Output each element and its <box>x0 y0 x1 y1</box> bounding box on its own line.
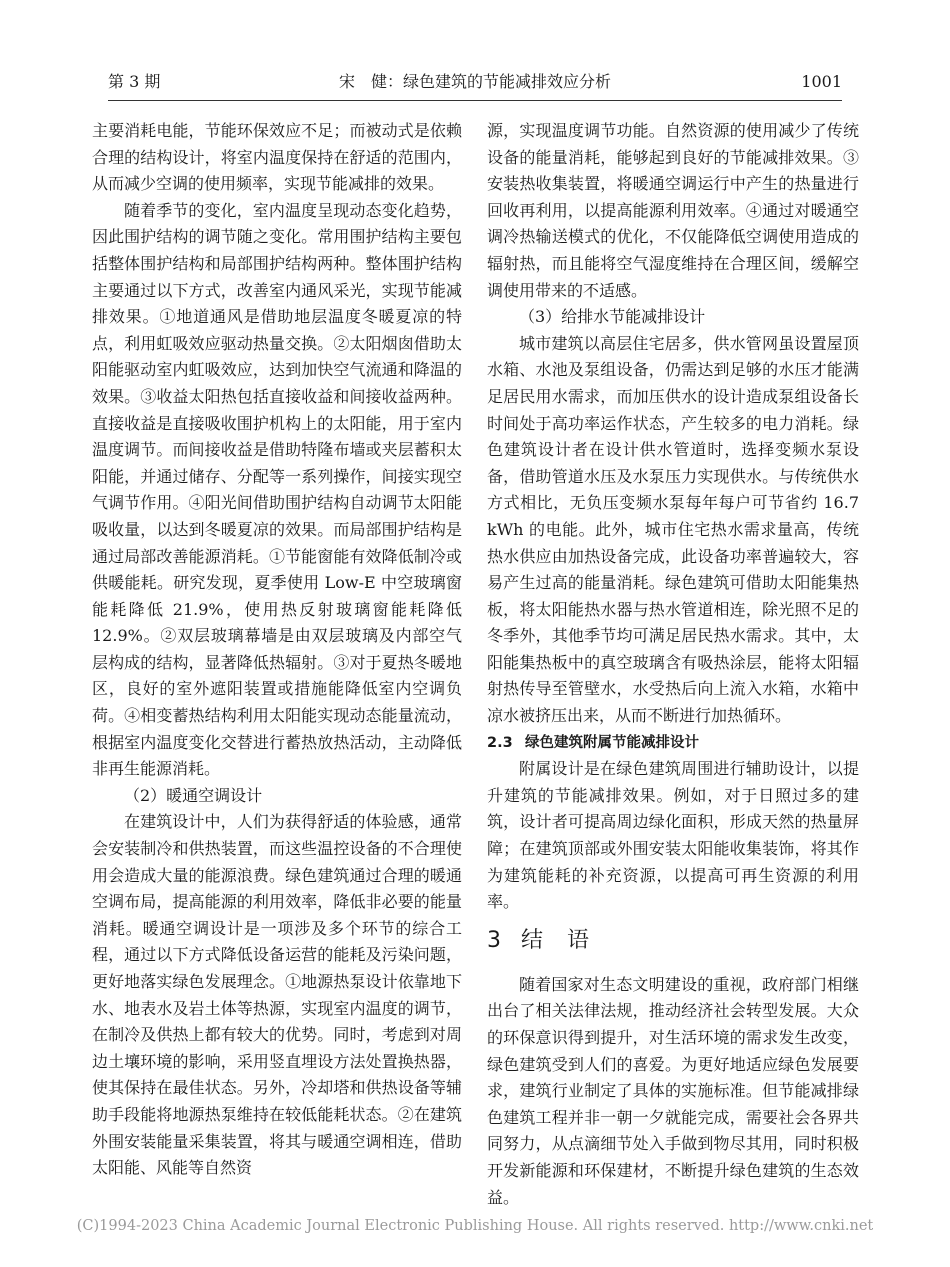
section-number: 3 <box>487 927 502 953</box>
issue-number: 第 3 期 <box>108 72 161 91</box>
right-column <box>487 118 859 1211</box>
section-title: 绿色建筑附属节能减排设计 <box>525 734 699 751</box>
page-number: 1001 <box>801 72 842 91</box>
left-column <box>92 118 462 1182</box>
paragraph: 城市建筑以高层住宅居多，供水管网虽设置屋顶水箱、水池及泵组设备，仍需达到足够的水压才能满足居民用水需求，而加压供水的设计造成泵组设备长时间处于高功率运作状态，产生较多的电力消耗。绿色建筑设计者在设计供水管道时，选择变频水泵设备，借助管道水压及水泵压力实现供水。与传统供水方式相比，无负压变频水泵每年每户可节省约 16.7 kWh 的电能。此外，城市住宅热水需求量高，传统热水供应由加热设备完成，此设备功率普遍较大，容易产生过高的能量消耗。绿色建筑可借助太阳能集热板，将太阳能热水器与热水管道相连，除光照不足的冬季外，其他季节均可满足居民热水需求。其中，太阳能集热板中的真空玻璃含有吸热涂层，能将太阳辐射热传导至管壁水，水受热后向上流入水箱，水箱中凉水被挤压出来，从而不断进行加热循环。 <box>487 333 859 726</box>
section-title: 结 语 <box>521 927 591 953</box>
paragraph: 随着国家对生态文明建设的重视，政府部门相继出台了相关法律法规，推动经济社会转型发展。大众的环保意识得到提升，对生活环境的需求发生改变，绿色建筑受到人们的喜爱。为更好地适应绿色发展要求，建筑行业制定了具体的实施标准。但节能减排绿色建筑工程并非一朝一夕就能完成，需要社会各界共同努力，从点滴细节处入手做到物尽其用，同时积极开发新能源和环保建材，不断提升绿色建筑的生态效益。 <box>487 974 859 1207</box>
running-header <box>108 68 842 96</box>
paragraph: 随着季节的变化，室内温度呈现动态变化趋势，因此围护结构的调节随之变化。常用围护结构主要包括整体围护结构和局部围护结构两种。整体围护结构主要通过以下方式，改善室内通风采光，实现节能减排效果。①地道通风是借助地层温度冬暖夏凉的特点，利用虹吸效应驱动热量交换。②太阳烟囱借助太阳能驱动室内虹吸效应，达到加快空气流通和降温的效果。③收益太阳热包括直接收益和间接收益两种。直接收益是直接吸收围护机构上的太阳能，用于室内温度调节。而间接收益是借助特隆布墙或夹层蓄积太阳能，并通过储存、分配等一系列操作，间接实现空气调节作用。④阳光间借助围护结构自动调节太阳能吸收量，以达到冬暖夏凉的效果。而局部围护结构是通过局部改善能源消耗。①节能窗能有效降低制冷或供暖能耗。研究发现，夏季使用 Low-E 中空玻璃窗能耗降低 21.9%，使用热反射玻璃窗能耗降低 12.9%。②双层玻璃幕墙是由双层玻璃及内部空气层构成的结构，显著降低热辐射。③对于夏热冬暖地区，良好的室外遮阳装置或措施能降低室内空调负荷。④相变蓄热结构利用太阳能实现动态能量流动，根据室内温度变化交替进行蓄热放热活动，主动降低非再生能源消耗。 <box>92 200 462 779</box>
section-heading-3 <box>487 926 859 956</box>
copyright-footer: (C)1994-2023 China Academic Journal Electronic Publishing House. All rights reserved. http://www.cnki.net <box>76 1218 874 1234</box>
subsection-heading: （2）暖通空调设计 <box>124 785 263 805</box>
section-number: 2.3 <box>487 734 513 751</box>
paragraph: 附属设计是在绿色建筑周围进行辅助设计，以提升建筑的节能减排效果。例如，对于日照过多的建筑，设计者可提高周边绿化面积，形成天然的热量屏障；在建筑顶部或外围安装太阳能收集装饰，将其作为建筑能耗的补充资源，以提高可再生资源的利用率。 <box>487 759 859 912</box>
paragraph: 源，实现温度调节功能。自然资源的使用减少了传统设备的能量消耗，能够起到良好的节能减排效果。③安装热收集装置，将暖通空调运行中产生的热量进行回收再利用，以提高能源利用效率。④通过对暖通空调冷热输送模式的优化，不仅能降低空调使用造成的辐射热，而且能将空气湿度维持在合理区间，缓解空调使用带来的不适感。 <box>487 121 859 300</box>
section-heading-2-3 <box>487 730 859 757</box>
header-rule <box>108 100 842 101</box>
running-title: 宋 健：绿色建筑的节能减排效应分析 <box>338 72 611 91</box>
paragraph: 在建筑设计中，人们为获得舒适的体验感，通常会安装制冷和供热装置，而这些温控设备的不合理使用会造成大量的能源浪费。绿色建筑通过合理的暖通空调布局，提高能源的利用效率，降低非必要的能量消耗。暖通空调设计是一项涉及多个环节的综合工程，通过以下方式降低设备运营的能耗及污染问题，更好地落实绿色发展理念。①地源热泵设计依靠地下水、地表水及岩土体等热源，实现室内温度的调节，在制冷及供热上都有较大的优势。同时，考虑到对周边土壤环境的影响，采用竖直埋设方法处置换热器，使其保持在最佳状态。另外，冷却塔和供热设备等辅助手段能将地源热泵维持在较低能耗状态。②在建筑外围安装能量采集装置，将其与暖通空调相连，借助太阳能、风能等自然资 <box>92 812 462 1178</box>
subsection-heading: （3）给排水节能减排设计 <box>519 307 706 327</box>
paragraph: 主要消耗电能，节能环保效应不足；而被动式是依赖合理的结构设计，将室内温度保持在舒适的范围内，从而减少空调的使用频率，实现节能减排的效果。 <box>92 121 462 194</box>
